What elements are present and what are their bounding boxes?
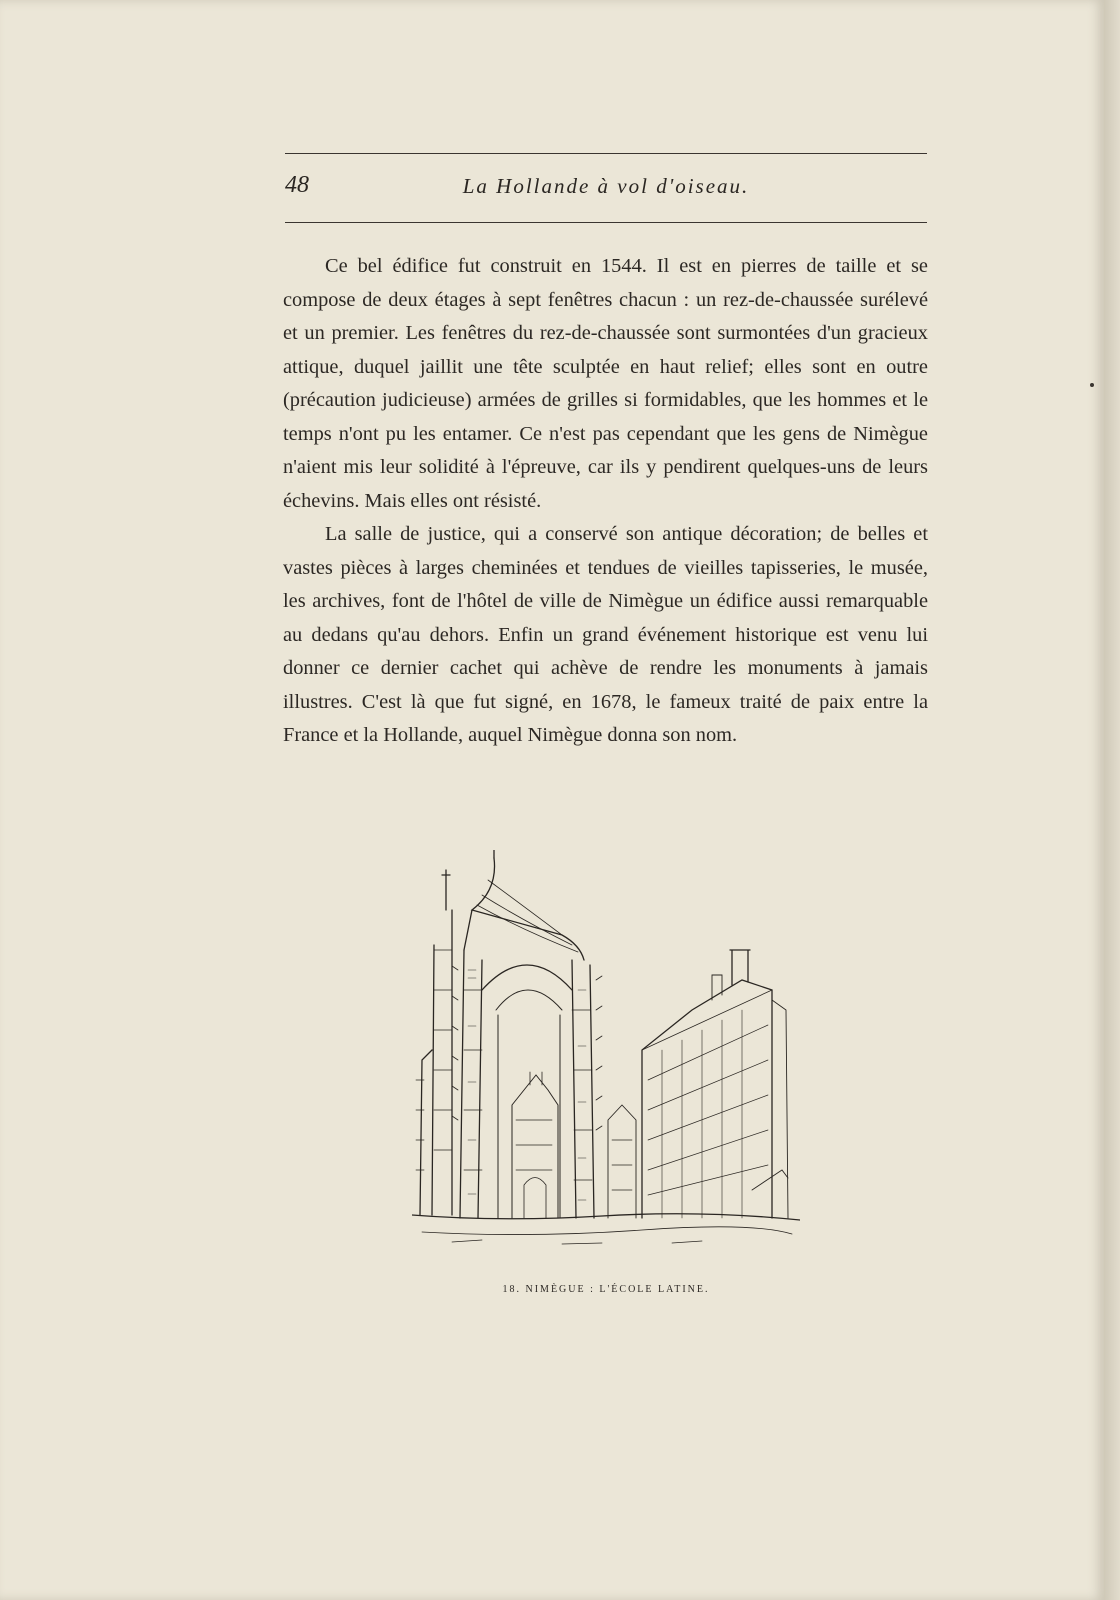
next-page-edge bbox=[1104, 0, 1120, 1600]
paper-speck bbox=[1090, 383, 1094, 387]
header-rule-top bbox=[285, 153, 927, 154]
body-text bbox=[283, 250, 928, 753]
illustration-ecole-latine bbox=[412, 850, 800, 1280]
figure-caption: 18. NIMÈGUE : L'ÉCOLE LATINE. bbox=[502, 1284, 710, 1295]
paragraph-2: La salle de justice, qui a conservé son antique décoration; de belles et vastes pièces à larges cheminées et tendues de vieilles tapisseries, le musée, les archives, font de l'hôtel de ville de Nimègue un édifice aussi remarquable au dedans qu'au dehors. Enfin un grand événement historique est venu lui donner ce dernier cachet qui achève de rendre les monuments à jamais illustres. C'est là que fut signé, en 1678, le fameux traité de paix entre la France et la Hollande, auquel Nimègue donna son nom. bbox=[283, 523, 928, 746]
paragraph-1: Ce bel édifice fut construit en 1544. Il est en pierres de taille et se compose de deux étages à sept fenêtres chacun : un rez-de-chaussée surélevé et un premier. Les fenêtres du rez-de-chaussée sont surmontées d'un gracieux attique, duquel jaillit une tête sculptée en haut relief; elles sont en outre (précaution judicieuse) armées de grilles si formidables, que les hommes et le temps n'ont pu les entamer. Ce n'est pas cependant que les gens de Nimègue n'aient mis leur solidité à l'épreuve, car ils y pendirent quelques-uns de leurs échevins. Mais elles ont résisté. bbox=[283, 255, 928, 512]
running-title: La Hollande à vol d'oiseau. bbox=[462, 174, 750, 198]
page-header bbox=[285, 172, 927, 208]
page-number: 48 bbox=[285, 172, 309, 198]
header-rule-bottom bbox=[285, 222, 927, 223]
